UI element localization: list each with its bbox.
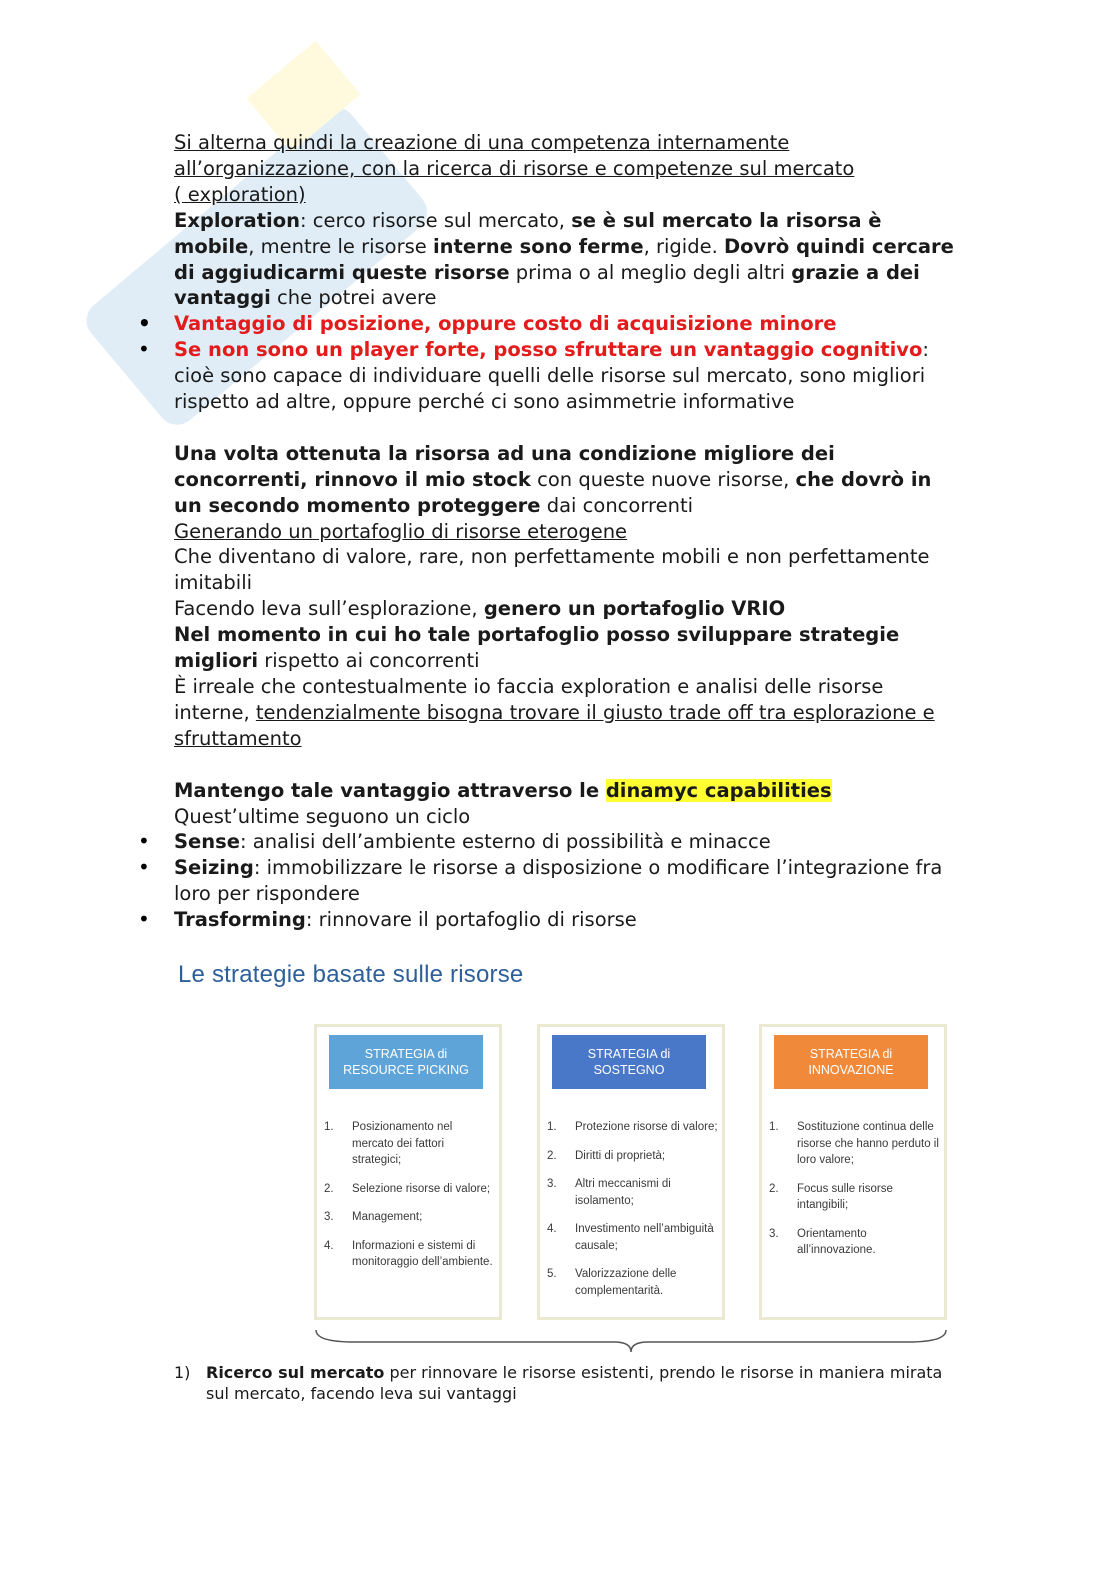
text: interne, [174, 700, 256, 724]
text-line [174, 467, 1004, 493]
list-item [322, 1209, 495, 1226]
bold-text: Trasforming [174, 908, 306, 932]
list-item [545, 1119, 718, 1136]
text-line: imitabili [174, 571, 253, 595]
bold-text: Ricerco sul mercato [206, 1363, 385, 1382]
card-list [322, 1119, 495, 1283]
bold-text: di aggiudicarmi queste risorse [174, 260, 510, 284]
text-line [174, 493, 1004, 519]
text-line [174, 700, 1004, 726]
list-item [322, 1119, 495, 1169]
bold-text: mobile [174, 234, 249, 258]
list-item [767, 1181, 940, 1214]
item-number: 3. [769, 1227, 779, 1240]
footnote [174, 1362, 994, 1404]
item-number: 2. [324, 1182, 334, 1195]
text-line: Quest’ultime seguono un ciclo [174, 804, 471, 828]
item-text: Management; [352, 1211, 423, 1223]
item-text: Informazioni e sistemi di monitoraggio dell’ambiente. [352, 1239, 493, 1268]
card-header-line: STRATEGIA di [587, 1047, 671, 1061]
list-item [767, 1226, 940, 1259]
bold-text: migliori [174, 649, 259, 673]
item-number: 5. [547, 1268, 557, 1280]
footnote-text-line: sul mercato, facendo leva sui vantaggi [206, 1384, 517, 1403]
bold-text: Mantengo tale vantaggio attraverso le [174, 778, 606, 802]
text-line: Si alterna quindi la creazione di una competenza internamente [174, 131, 790, 154]
red-bullet-item: • Vantaggio di posizione, oppure costo di acquisizione minore [174, 311, 1004, 337]
card-header [774, 1035, 928, 1089]
text: : cerco risorse sul mercato, [300, 208, 572, 232]
card-header-line: SOSTEGNO [593, 1063, 665, 1077]
text: dai concorrenti [540, 493, 694, 517]
item-number: 2. [769, 1182, 779, 1195]
item-text: Investimento nell’ambiguità causale; [575, 1223, 714, 1252]
text: , rigide. [643, 234, 724, 258]
text-line: all’organizzazione, con la ricerca di risorse e competenze sul mercato [174, 156, 855, 180]
brace-divider [314, 1328, 948, 1354]
item-text: Valorizzazione delle complementarità. [575, 1268, 677, 1297]
bold-text: concorrenti, rinnovo il mio stock [174, 467, 531, 491]
item-text: Sostituzione continua delle risorse che hanno perduto il loro valore; [797, 1121, 939, 1166]
bold-text: Seizing [174, 856, 254, 880]
strategy-card-resource-picking [314, 1024, 502, 1320]
text-line: Una volta ottenuta la risorsa ad una condizione migliore dei [174, 441, 835, 465]
bold-text: grazie a dei [791, 260, 920, 284]
item-number: 2. [547, 1149, 557, 1162]
exploration-line [174, 285, 1004, 311]
section-heading [174, 778, 1004, 804]
bold-text: se è sul mercato la risorsa è [571, 208, 882, 232]
item-text: Selezione risorse di valore; [352, 1182, 491, 1195]
text: per rinnovare le risorse esistenti, prendo le risorse in maniera mirata [384, 1363, 943, 1382]
item-number: 3. [324, 1211, 334, 1223]
item-text: Orientamento all’innovazione. [797, 1227, 876, 1256]
card-list [767, 1119, 940, 1271]
bold-text: genero un portafoglio VRIO [483, 597, 786, 621]
exploration-line [174, 260, 1004, 286]
text-line: cioè sono capace di individuare quelli delle risorse sul mercato, sono migliori [174, 364, 926, 388]
list-item [322, 1181, 495, 1198]
text: con queste nuove risorse, [530, 467, 796, 491]
text-line: sfruttamento [174, 726, 302, 750]
card-header-line: INNOVAZIONE [808, 1063, 894, 1077]
item-text: Protezione risorse di valore; [575, 1121, 718, 1133]
text: : [922, 338, 929, 362]
red-text: Se non sono un player forte, posso sfruttare un vantaggio cognitivo [174, 338, 923, 362]
text: , mentre le risorse [248, 234, 433, 258]
underlined-text: tendenzialmente bisogna trovare il giusto trade off tra esplorazione e [255, 700, 935, 724]
item-text: Diritti di proprietà; [575, 1149, 666, 1162]
text-line: loro per rispondere [174, 882, 360, 906]
figure-title: Le strategie basate sulle risorse [178, 961, 524, 988]
bold-text: interne sono ferme [432, 234, 644, 258]
card-header-line: STRATEGIA di [809, 1047, 893, 1061]
text-line: Generando un portafoglio di risorse eterogene [174, 519, 628, 543]
strategy-card-sostegno [537, 1024, 725, 1320]
list-item [174, 829, 1004, 855]
footnote-text [206, 1362, 994, 1383]
item-number: 3. [547, 1178, 557, 1190]
list-item [174, 855, 1004, 881]
card-list [545, 1119, 718, 1311]
footnote-number: 1) [174, 1363, 191, 1382]
item-number: 1. [769, 1121, 779, 1133]
text-line [174, 596, 1004, 622]
bold-text: che dovrò in [795, 467, 932, 491]
item-text: Altri meccanismi di isolamento; [575, 1178, 671, 1207]
text-line: Che diventano di valore, rare, non perfettamente mobili e non perfettamente [174, 545, 930, 569]
list-item [322, 1238, 495, 1271]
list-item [545, 1221, 718, 1254]
text-line: rispetto ad altre, oppure perché ci sono asimmetrie informative [174, 390, 795, 414]
list-item [545, 1266, 718, 1299]
list-item [174, 907, 1004, 933]
highlighted-text: dinamyc capabilities [605, 778, 832, 802]
bold-text: un secondo momento proteggere [174, 493, 541, 517]
card-header [329, 1035, 483, 1089]
card-header-line: RESOURCE PICKING [343, 1063, 469, 1077]
bold-text: Dovrò quindi cercare [723, 234, 954, 258]
item-text: Posizionamento nel mercato dei fattori strategici; [352, 1121, 453, 1166]
text: : immobilizzare le risorse a disposizione o modificare l’integrazione fra [253, 856, 943, 880]
bold-text: Exploration [174, 208, 300, 232]
exploration-line [174, 208, 1004, 234]
item-number: 4. [324, 1239, 334, 1252]
list-item [545, 1148, 718, 1165]
text-line: Nel momento in cui ho tale portafoglio posso sviluppare strategie [174, 623, 900, 647]
item-number: 1. [324, 1121, 334, 1133]
exploration-line [174, 234, 1004, 260]
item-text: Focus sulle risorse intangibili; [797, 1182, 893, 1211]
text: : analisi dell’ambiente esterno di possibilità e minacce [239, 830, 771, 854]
text: rispetto ai concorrenti [258, 649, 480, 673]
main-text [174, 130, 1004, 933]
list-item [767, 1119, 940, 1169]
card-header-line: STRATEGIA di [364, 1047, 448, 1061]
item-number: 1. [547, 1121, 557, 1133]
text: prima o al meglio degli altri [509, 260, 792, 284]
bold-text: vantaggi [174, 286, 271, 310]
text-line: ( exploration) [174, 182, 306, 206]
red-bullet-item [174, 337, 1004, 363]
list-item [545, 1176, 718, 1209]
card-header [552, 1035, 706, 1089]
item-number: 4. [547, 1223, 557, 1235]
text: che potrei avere [270, 286, 437, 310]
bold-text: Sense [174, 830, 240, 854]
text: Facendo leva sull’esplorazione, [174, 597, 484, 621]
text-line [174, 648, 1004, 674]
text: : rinnovare il portafoglio di risorse [305, 908, 637, 932]
strategy-card-innovazione [759, 1024, 947, 1320]
text-line: È irreale che contestualmente io faccia exploration e analisi delle risorse [174, 675, 884, 699]
